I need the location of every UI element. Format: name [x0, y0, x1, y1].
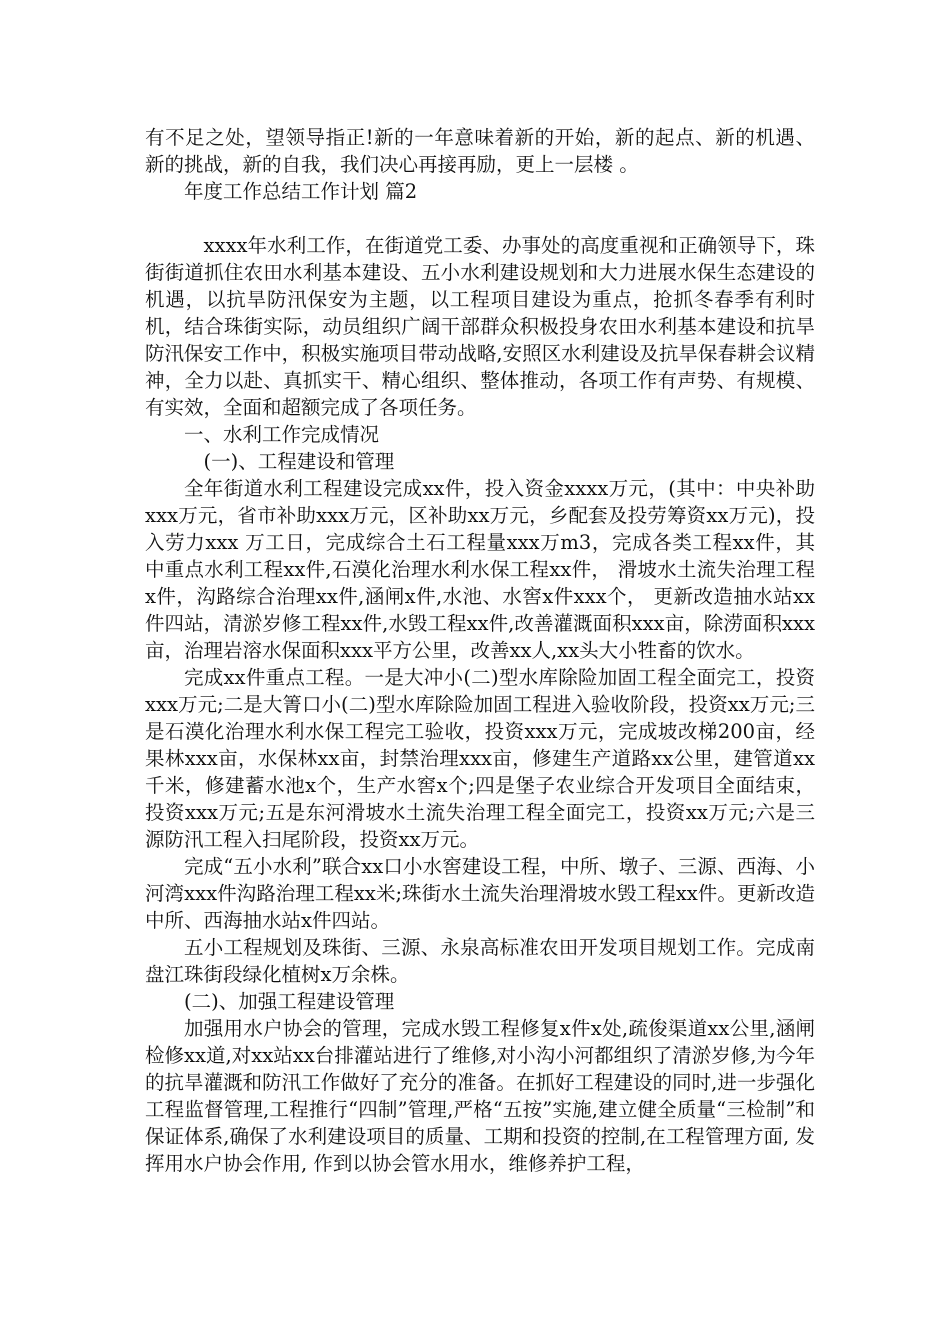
subheading-strengthen-management: (二)、加强工程建设管理 — [184, 990, 395, 1013]
heading-water-work-status: 一、水利工作完成情况 — [184, 423, 380, 446]
section-title-part2: 年度工作总结工作计划 篇2 — [184, 180, 418, 203]
subheading-construction-management: (一)、工程建设和管理 — [203, 450, 395, 473]
paragraph-five-small-water: 完成“五小水利”联合xx口小水窖建设工程，中所、墩子、三源、西海、小河湾xxx件沟路治理工程xx米;珠街水土流失治理滑坡水毁工程xx件。更新改造中所、西海抽水站x件四站。 — [145, 855, 815, 932]
blank-line — [145, 205, 815, 232]
paragraph-planning: 五小工程规划及珠街、三源、永泉高标准农田开发项目规划工作。完成南盘江珠街段绿化植树x万余株。 — [145, 936, 815, 986]
paragraph-key-projects: 完成xx件重点工程。一是大冲小(二)型水库除险加固工程全面完工，投资xxx万元;二是大箐口小(二)型水库除险加固工程进入验收阶段，投资xx万元;三是石漠化治理水利水保工程完工验收，投资xxx万元，完成坡改梯200亩，经果林xxx亩，水保林xx亩，封禁治理xxx亩，修建生产道路xx公里，建管道xx千米，修建蓄水池x个，生产水窖x个;四是堡子农业综合开发项目全面结束，投资xxx万元;五是东河滑坡水土流失治理工程全面完工，投资xx万元;六是三源防汛工程入扫尾阶段，投资xx万元。 — [145, 666, 815, 851]
paragraph-annual-construction: 全年街道水利工程建设完成xx件，投入资金xxxx万元，(其中：中央补助xxx万元，省市补助xxx万元，区补助xx万元，乡配套及投劳筹资xx万元)，投入劳力xxx 万工日，完成综合土石工程量xxx万m3，完成各类工程xx件，其中重点水利工程xx件,石漠化治理水利水保工程xx件， 滑坡水土流失治理工程x件，沟路综合治理xx件,涵闸x件,水池、水窖x件xxx个， 更新改造抽水站xx件四站，清淤岁修工程xx件,水毁工程xx件,改善灌溉面积xxx亩，除涝面积xxx亩，治理岩溶水保面积xxx平方公里，改善xx人,xx头大小牲畜的饮水。 — [145, 477, 815, 662]
document-page — [145, 124, 815, 1177]
paragraph-conclusion: 有不足之处，望领导指正!新的一年意味着新的开始，新的起点、新的机遇、新的挑战，新的自我，我们决心再接再励，更上一层楼 。 — [145, 126, 815, 176]
paragraph-user-association: 加强用水户协会的管理，完成水毁工程修复x件x处,疏俊渠道xx公里,涵闸检修xx道,对xx站xx台排灌站进行了维修,对小沟小河都组织了清淤岁修,为今年的抗旱灌溉和防汛工作做好了充分的准备。在抓好工程建设的同时,进一步强化工程监督管理,工程推行“四制”管理,严格“五按”实施,建立健全质量“三检制”和保证体系,确保了水利建设项目的质量、工期和投资的控制,在工程管理方面, 发挥用水户协会作用, 作到以协会管水用水，维修养护工程， — [145, 1017, 815, 1175]
paragraph-intro: xxxx年水利工作，在街道党工委、办事处的高度重视和正确领导下，珠街街道抓住农田水利基本建设、五小水利建设规划和大力进展水保生态建设的机遇，以抗旱防汛保安为主题，以工程项目建设为重点，抢抓冬春季有利时机，结合珠街实际，动员组织广阔干部群众积极投身农田水利基本建设和抗旱防汛保安工作中，积极实施项目带动战略,安照区水利建设及抗旱保春耕会议精神，全力以赴、真抓实干、精心组织、整体推动，各项工作有声势、有规模、有实效，全面和超额完成了各项任务。 — [145, 234, 815, 419]
